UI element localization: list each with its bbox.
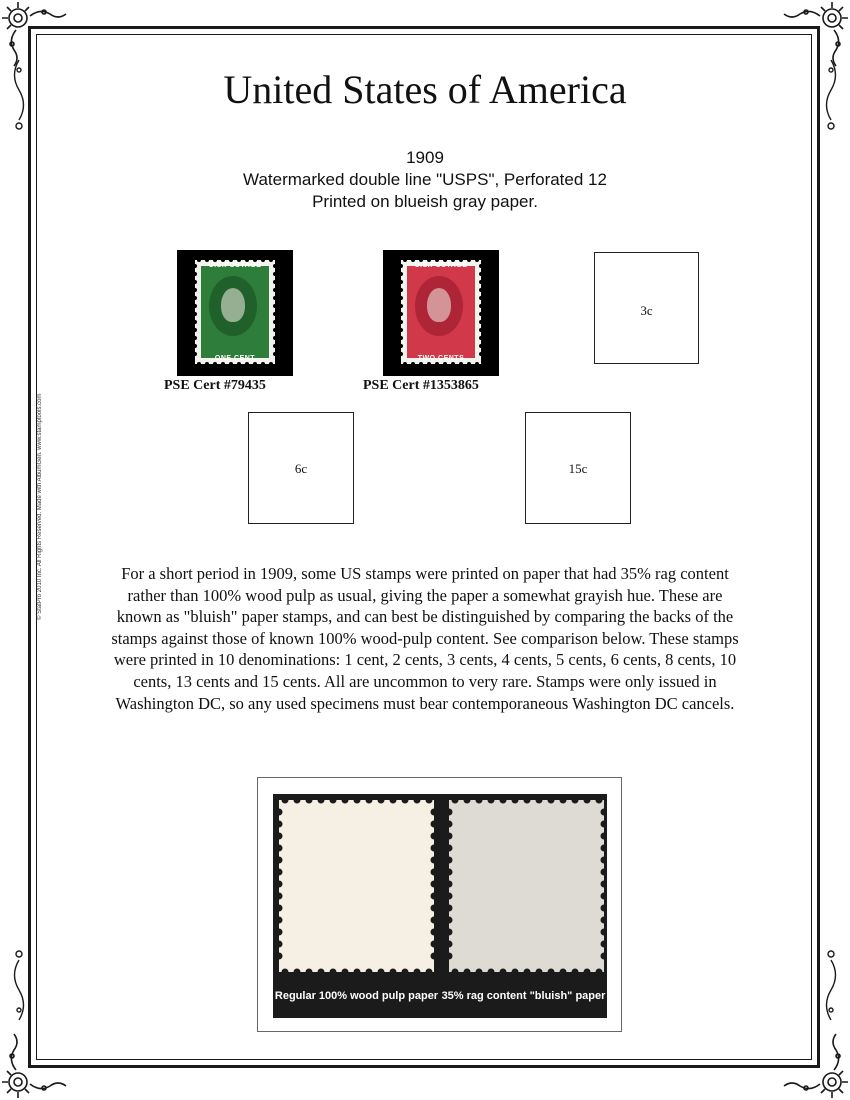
issue-year: 1909	[406, 148, 444, 167]
stamp-mount-2c	[383, 250, 499, 376]
scroll-ornament-icon	[820, 940, 842, 1050]
stamp-2c-image	[401, 260, 481, 364]
bluish-paper-caption: 35% rag content "bluish" paper	[441, 990, 606, 1002]
comparison-background	[273, 794, 607, 1018]
stamp-bottom-text: TWO CENTS	[417, 355, 465, 362]
issue-paper-note: Printed on blueish gray paper.	[312, 192, 538, 211]
copyright-notice: © StatPro 2010 Inc. All Rights Reserved. Made with AlbumGen. www.stamptools.com	[37, 393, 43, 620]
stamp-space-label: 15c	[568, 461, 588, 476]
stamp-2c-cert: PSE Cert #1353865	[363, 378, 479, 393]
stamp-bottom-text: ONE CENT	[214, 355, 256, 362]
stamp-top-text: U.S.POSTAGE	[414, 262, 468, 269]
stamp-space-label: 6c	[294, 461, 308, 476]
stamp-space-3c	[594, 252, 699, 364]
page-title: United States of America	[223, 67, 627, 112]
stamp-space-6c	[248, 412, 354, 524]
wood-pulp-caption: Regular 100% wood pulp paper	[274, 990, 439, 1002]
stamp-1c-cert: PSE Cert #79435	[164, 378, 266, 393]
issue-watermark-perforation: Watermarked double line "USPS", Perforated 12	[243, 170, 607, 189]
stamp-top-text: U.S.POSTAGE	[208, 262, 262, 269]
perforation-edge	[273, 794, 607, 1018]
description-paragraph: For a short period in 1909, some US stamps were printed on paper that had 35% rag content rather than 100% wood pulp as usual, giving the paper a somewhat grayish hue. These are known as "bluish" paper stamps, and can best be distinguished by comparing the backs of the stamps against those of known 100% wood-pulp content. See comparison below. These stamps were printed in 10 denominations: 1 cent, 2 cents, 3 cents, 4 cents, 5 cents, 6 cents, 8 cents, 10 cents, 13 cents and 15 cents. All are uncommon to very rare. Stamps were only issued in Washington DC, so any used specimens must bear contemporaneous Washington DC cancels.	[111, 564, 739, 713]
portrait-face	[221, 288, 245, 322]
paper-comparison-image	[257, 777, 622, 1032]
scroll-ornament-icon	[8, 940, 30, 1050]
stamp-1c-image	[195, 260, 275, 364]
stamp-space-15c	[525, 412, 631, 524]
stamp-mount-1c	[177, 250, 293, 376]
portrait-face	[427, 288, 451, 322]
stamp-space-label: 3c	[640, 303, 653, 318]
